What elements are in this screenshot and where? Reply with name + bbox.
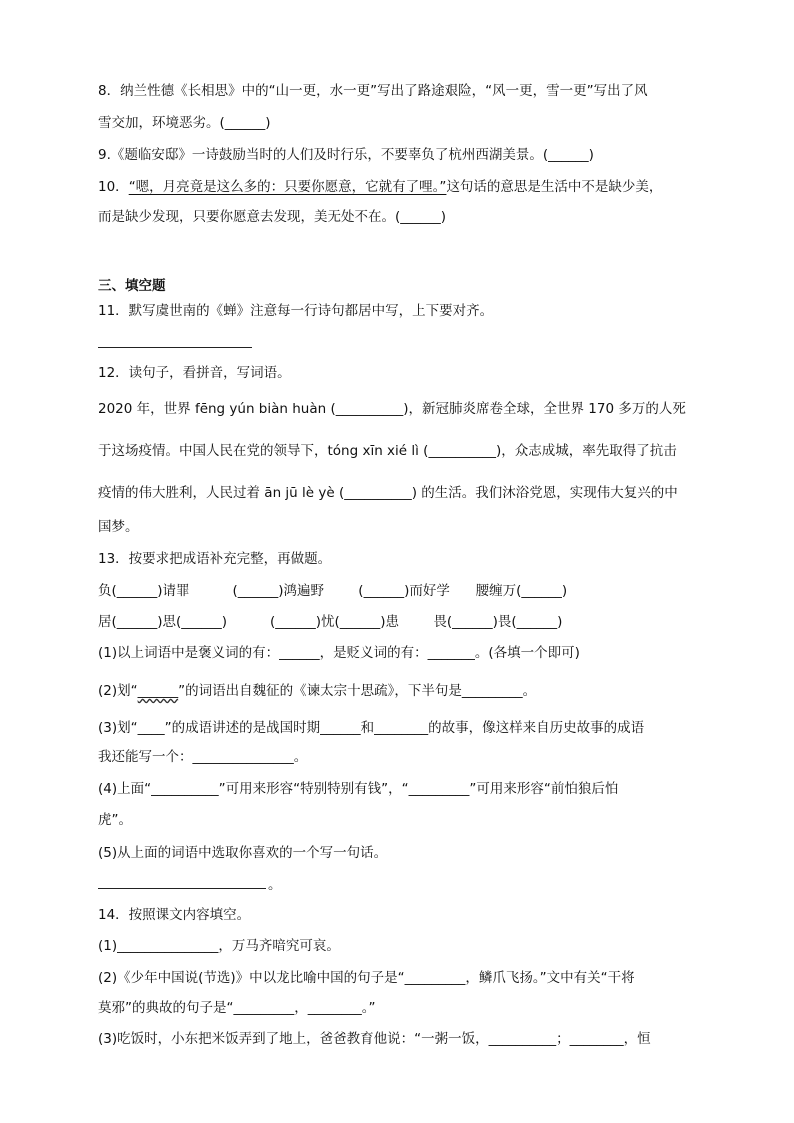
q13-idiom-row2: 居(______)思(______) (______)忧(______)患 畏(______)畏(______) <box>98 614 563 630</box>
q10-number: 10． <box>98 179 129 195</box>
q13-sub1: (1)以上词语中是褒义词的有：______，是贬义词的有：_______。(各填一个即可) <box>98 645 580 661</box>
q12-line4: 国梦。 <box>98 519 139 535</box>
wavy-underline-marker: ______ <box>137 683 179 699</box>
q8-line2: 雪交加，环境恶劣。(______) <box>98 115 271 131</box>
q13-sub4-line1: (4)上面“__________”可用来形容“特别特别有钱”，“_________”可用来形容“前怕狼后怕 <box>98 781 619 797</box>
q13-sub3-line1: (3)划“____”的成语讲述的是战国时期______和________的故事，像这样来自历史故事的成语 <box>98 720 645 736</box>
q13-idiom-row1: 负(______)请罪 (______)鸿遍野 (______)而好学 腰缠万(______) <box>98 583 568 599</box>
q14-sub2-line2: 莫邪”的典故的句子是“_________，________。” <box>98 1000 376 1016</box>
q12-title: 12．读句子，看拼音，写词语。 <box>98 365 291 381</box>
q14-sub1: (1)_______________，万马齐喑究可哀。 <box>98 938 340 954</box>
q13-sub5-period: 。 <box>268 877 282 893</box>
q11: 11．默写虞世南的《蝉》注意每一行诗句都居中写，上下要对齐。 <box>98 303 494 319</box>
q14-title: 14．按照课文内容填空。 <box>98 907 251 923</box>
q13-sub2 <box>98 682 536 700</box>
q14-sub2-line1: (2)《少年中国说(节选)》中以龙比喻中国的句子是“_________，鳞爪飞扬。”文中有关“干将 <box>98 970 635 986</box>
q12-line3: 疫情的伟大胜利，人民过着 ān jū lè yè (__________) 的生活。我们沐浴党恩，实现伟大复兴的中 <box>98 485 678 501</box>
q10-line1 <box>98 178 662 196</box>
q10-quote: “嗯，月亮竟是这么多的：只要你愿意，它就有了哩。” <box>128 179 447 195</box>
q12-line1: 2020 年，世界 fēng yún biàn huàn (__________)，新冠肺炎席卷全球，全世界 170 多万的人死 <box>98 401 686 417</box>
q13-sub3-line2: 我还能写一个：_______________。 <box>98 749 308 765</box>
q11-answer-line[interactable] <box>98 347 252 348</box>
q13-sub4-line2: 虎”。 <box>98 812 132 828</box>
q14-sub3: (3)吃饭时，小东把米饭弄到了地上，爸爸教育他说：“一粥一饭，__________；________，恒 <box>98 1031 651 1047</box>
q13-sub5-answer-line[interactable] <box>98 888 266 889</box>
q12-line2: 于这场疫情。中国人民在党的领导下，tóng xīn xié lì (__________)，众志成城，率先取得了抗击 <box>98 443 677 459</box>
section-title: 三、填空题 <box>98 278 166 294</box>
q13-sub2-suffix: ”的词语出自魏征的《谏太宗十思疏》，下半句是_________。 <box>178 683 537 699</box>
q9: 9.《题临安邸》一诗鼓励当时的人们及时行乐，不要辜负了杭州西湖美景。(______) <box>98 147 594 163</box>
q13-sub5: (5)从上面的词语中选取你喜欢的一个写一句话。 <box>98 845 388 861</box>
q13-sub2-prefix: (2)划“ <box>98 683 138 699</box>
q10-line2: 而是缺少发现，只要你愿意去发现，美无处不在。(______) <box>98 209 447 225</box>
q8-line1: 8．纳兰性德《长相思》中的“山一更，水一更”写出了路途艰险，“风一更，雪一更”写出了风 <box>98 83 648 99</box>
q13-title: 13．按要求把成语补充完整，再做题。 <box>98 551 332 567</box>
q10-rest: 这句话的意思是生活中不是缺少美， <box>446 179 663 195</box>
